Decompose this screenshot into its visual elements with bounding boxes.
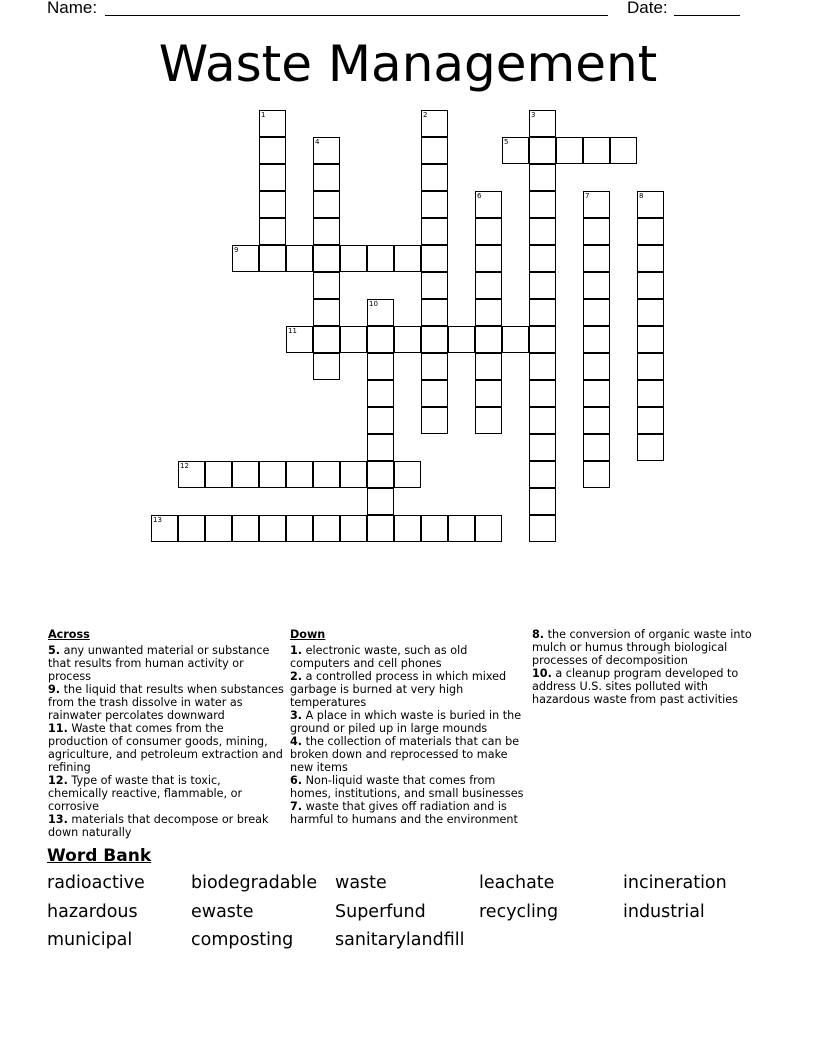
clue-text: the collection of materials that can be broken down and reprocessed to make new items (290, 735, 520, 774)
grid-cell[interactable] (313, 191, 340, 218)
clue-number: 3. (290, 709, 303, 722)
grid-cell[interactable] (529, 461, 556, 488)
grid-cell[interactable] (394, 326, 421, 353)
clue-item (290, 644, 526, 670)
clue-number: 2. (290, 670, 303, 683)
grid-cell[interactable] (367, 407, 394, 434)
grid-cell[interactable] (259, 110, 286, 137)
word-bank-item: radioactive (47, 873, 145, 893)
word-bank-item: industrial (623, 901, 705, 922)
grid-cell[interactable] (367, 380, 394, 407)
clue-text: A place in which waste is buried in the ground or piled up in large mounds (290, 709, 522, 735)
clue-item (290, 670, 526, 709)
grid-cell[interactable] (232, 245, 259, 272)
grid-cell[interactable] (637, 299, 664, 326)
grid-cell[interactable] (286, 461, 313, 488)
grid-cell[interactable] (421, 515, 448, 542)
clue-text: Type of waste that is toxic, chemically reactive, flammable, or corrosive (48, 774, 243, 813)
clue-number: 9. (48, 683, 61, 696)
grid-cell[interactable] (259, 137, 286, 164)
clue-text: waste that gives off radiation and is harmful to humans and the environment (290, 800, 518, 826)
grid-cell[interactable] (529, 191, 556, 218)
grid-cell[interactable] (448, 515, 475, 542)
grid-cell[interactable] (637, 191, 664, 218)
clue-number: 5. (48, 644, 61, 657)
grid-cell[interactable] (421, 299, 448, 326)
grid-cell[interactable] (421, 137, 448, 164)
grid-cell[interactable] (502, 137, 529, 164)
grid-cell[interactable] (583, 272, 610, 299)
grid-cell[interactable] (583, 326, 610, 353)
grid-cell[interactable] (529, 272, 556, 299)
grid-cell[interactable] (475, 245, 502, 272)
grid-cell[interactable] (394, 515, 421, 542)
word-bank-item: incineration (623, 873, 727, 893)
grid-cell[interactable] (529, 245, 556, 272)
grid-cell[interactable] (367, 488, 394, 515)
grid-cell[interactable] (421, 326, 448, 353)
grid-cell[interactable] (475, 218, 502, 245)
clue-number: 13. (48, 813, 68, 826)
clue-item (48, 774, 284, 813)
grid-cell[interactable] (529, 299, 556, 326)
grid-cell[interactable] (286, 245, 313, 272)
grid-cell[interactable] (313, 515, 340, 542)
grid-cell[interactable] (313, 164, 340, 191)
clue-text: the liquid that results when substances from the trash dissolve in water as rainwater percolates downward (48, 683, 284, 722)
grid-cell[interactable] (178, 515, 205, 542)
grid-cell[interactable] (475, 299, 502, 326)
clue-number: 10. (532, 667, 552, 680)
grid-cell[interactable] (394, 245, 421, 272)
grid-cell[interactable] (475, 407, 502, 434)
clue-number-label: 5 (504, 138, 509, 146)
grid-cell[interactable] (205, 461, 232, 488)
clue-text: Non-liquid waste that comes from homes, institutions, and small businesses (290, 774, 524, 800)
across-clue-list (48, 644, 284, 839)
clue-number-label: 9 (234, 246, 239, 254)
clue-number: 12. (48, 774, 68, 787)
clue-item (532, 628, 768, 667)
grid-cell[interactable] (421, 353, 448, 380)
grid-cell[interactable] (529, 110, 556, 137)
grid-cell[interactable] (610, 137, 637, 164)
grid-cell[interactable] (421, 191, 448, 218)
grid-cell[interactable] (421, 245, 448, 272)
grid-cell[interactable] (502, 326, 529, 353)
across-heading: Across (48, 628, 90, 641)
grid-cell[interactable] (529, 515, 556, 542)
grid-cell[interactable] (475, 326, 502, 353)
grid-cell[interactable] (259, 191, 286, 218)
grid-cell[interactable] (367, 353, 394, 380)
grid-cell[interactable] (583, 137, 610, 164)
grid-cell[interactable] (259, 515, 286, 542)
grid-cell[interactable] (637, 272, 664, 299)
grid-cell[interactable] (340, 461, 367, 488)
down-clue-list (290, 644, 526, 826)
word-bank-item: hazardous (47, 901, 138, 922)
grid-cell[interactable] (475, 272, 502, 299)
clue-number-label: 1 (261, 111, 266, 119)
grid-cell[interactable] (313, 218, 340, 245)
grid-cell[interactable] (259, 218, 286, 245)
grid-cell[interactable] (529, 380, 556, 407)
grid-cell[interactable] (313, 353, 340, 380)
grid-cell[interactable] (205, 515, 232, 542)
grid-cell[interactable] (313, 272, 340, 299)
grid-cell[interactable] (340, 245, 367, 272)
grid-cell[interactable] (367, 326, 394, 353)
grid-cell[interactable] (367, 515, 394, 542)
grid-cell[interactable] (286, 515, 313, 542)
grid-cell[interactable] (313, 137, 340, 164)
grid-cell[interactable] (313, 461, 340, 488)
grid-cell[interactable] (421, 218, 448, 245)
word-bank-item: composting (191, 930, 294, 950)
grid-cell[interactable] (529, 164, 556, 191)
grid-cell[interactable] (529, 137, 556, 164)
grid-cell[interactable] (313, 299, 340, 326)
clue-item (48, 722, 284, 774)
word-bank-item: sanitarylandfill (335, 930, 465, 950)
clue-number-label: 7 (585, 192, 590, 200)
grid-cell[interactable] (151, 515, 178, 542)
clue-text: electronic waste, such as old computers and cell phones (290, 644, 468, 670)
clue-item (48, 813, 284, 839)
grid-cell[interactable] (583, 380, 610, 407)
grid-cell[interactable] (529, 218, 556, 245)
grid-cell[interactable] (340, 326, 367, 353)
clue-number-label: 6 (477, 192, 482, 200)
clue-number: 8. (532, 628, 545, 641)
grid-cell[interactable] (583, 191, 610, 218)
clue-text: a cleanup program developed to address U.S. sites polluted with hazardous waste from past activities (532, 667, 739, 706)
clue-number: 4. (290, 735, 303, 748)
clue-number-label: 13 (153, 516, 162, 524)
date-label: Date: (627, 0, 668, 17)
grid-cell[interactable] (583, 299, 610, 326)
clue-number: 7. (290, 800, 303, 813)
clue-item (532, 667, 768, 706)
grid-cell[interactable] (313, 326, 340, 353)
grid-cell[interactable] (583, 218, 610, 245)
clue-number-label: 4 (315, 138, 320, 146)
clue-item (290, 709, 526, 735)
clue-text: a controlled process in which mixed garbage is burned at very high temperatures (290, 670, 507, 709)
grid-cell[interactable] (367, 299, 394, 326)
grid-cell[interactable] (448, 326, 475, 353)
word-bank-item: leachate (479, 873, 555, 893)
clue-number-label: 3 (531, 111, 536, 119)
grid-cell[interactable] (313, 245, 340, 272)
grid-cell[interactable] (421, 407, 448, 434)
clue-number: 1. (290, 644, 303, 657)
clue-number-label: 10 (369, 300, 378, 308)
word-bank-item: waste (335, 873, 387, 893)
grid-cell[interactable] (421, 110, 448, 137)
down-clues (290, 628, 526, 826)
down-clues-continued (532, 628, 768, 706)
grid-cell[interactable] (367, 434, 394, 461)
grid-cell[interactable] (529, 407, 556, 434)
grid-cell[interactable] (529, 434, 556, 461)
grid-cell[interactable] (367, 461, 394, 488)
grid-cell[interactable] (421, 272, 448, 299)
grid-cell[interactable] (475, 191, 502, 218)
clue-text: Waste that comes from the production of consumer goods, mining, agriculture, and petroleum extraction and refining (48, 722, 283, 774)
word-bank-item: biodegradable (191, 873, 318, 893)
word-bank-item: ewaste (191, 901, 254, 922)
clue-item (48, 644, 284, 683)
grid-cell[interactable] (637, 245, 664, 272)
grid-cell[interactable] (367, 245, 394, 272)
word-bank-title: Word Bank (47, 846, 152, 866)
grid-cell[interactable] (529, 326, 556, 353)
word-bank-item: Superfund (335, 901, 426, 922)
grid-cell[interactable] (556, 137, 583, 164)
clue-number-label: 12 (180, 462, 189, 470)
grid-cell[interactable] (259, 461, 286, 488)
grid-cell[interactable] (637, 434, 664, 461)
word-bank-item: municipal (47, 930, 133, 950)
clue-item (290, 774, 526, 800)
grid-cell[interactable] (637, 218, 664, 245)
grid-cell[interactable] (529, 353, 556, 380)
grid-cell[interactable] (583, 407, 610, 434)
down-heading: Down (290, 628, 326, 641)
grid-cell[interactable] (340, 515, 367, 542)
clue-number-label: 8 (639, 192, 644, 200)
grid-cell[interactable] (286, 326, 313, 353)
grid-cell[interactable] (475, 515, 502, 542)
grid-cell[interactable] (232, 515, 259, 542)
clue-text: materials that decompose or break down naturally (48, 813, 269, 839)
grid-cell[interactable] (637, 353, 664, 380)
clue-text: any unwanted material or substance that results from human activity or process (48, 644, 270, 683)
grid-cell[interactable] (178, 461, 205, 488)
page-title: Waste Management (158, 35, 658, 93)
grid-cell[interactable] (637, 407, 664, 434)
clue-number-label: 11 (288, 327, 297, 335)
grid-cell[interactable] (232, 461, 259, 488)
grid-cell[interactable] (475, 353, 502, 380)
grid-cell[interactable] (259, 245, 286, 272)
clue-number-label: 2 (423, 111, 428, 119)
grid-cell[interactable] (421, 164, 448, 191)
word-bank-item: recycling (479, 901, 559, 922)
down-clue-list-continued (532, 628, 768, 706)
grid-cell[interactable] (583, 245, 610, 272)
clue-text: the conversion of organic waste into mulch or humus through biological processes of decomposition (532, 628, 752, 667)
grid-cell[interactable] (583, 434, 610, 461)
grid-cell[interactable] (637, 380, 664, 407)
grid-cell[interactable] (421, 380, 448, 407)
grid-cell[interactable] (583, 353, 610, 380)
name-label: Name: (47, 0, 98, 17)
grid-cell[interactable] (394, 461, 421, 488)
clue-number: 11. (48, 722, 68, 735)
grid-cell[interactable] (259, 164, 286, 191)
grid-cell[interactable] (529, 488, 556, 515)
across-clues (48, 628, 284, 839)
grid-cell[interactable] (475, 380, 502, 407)
clue-number: 6. (290, 774, 303, 787)
grid-cell[interactable] (583, 461, 610, 488)
clue-item (290, 800, 526, 826)
clue-item (290, 735, 526, 774)
grid-cell[interactable] (637, 326, 664, 353)
clue-item (48, 683, 284, 722)
